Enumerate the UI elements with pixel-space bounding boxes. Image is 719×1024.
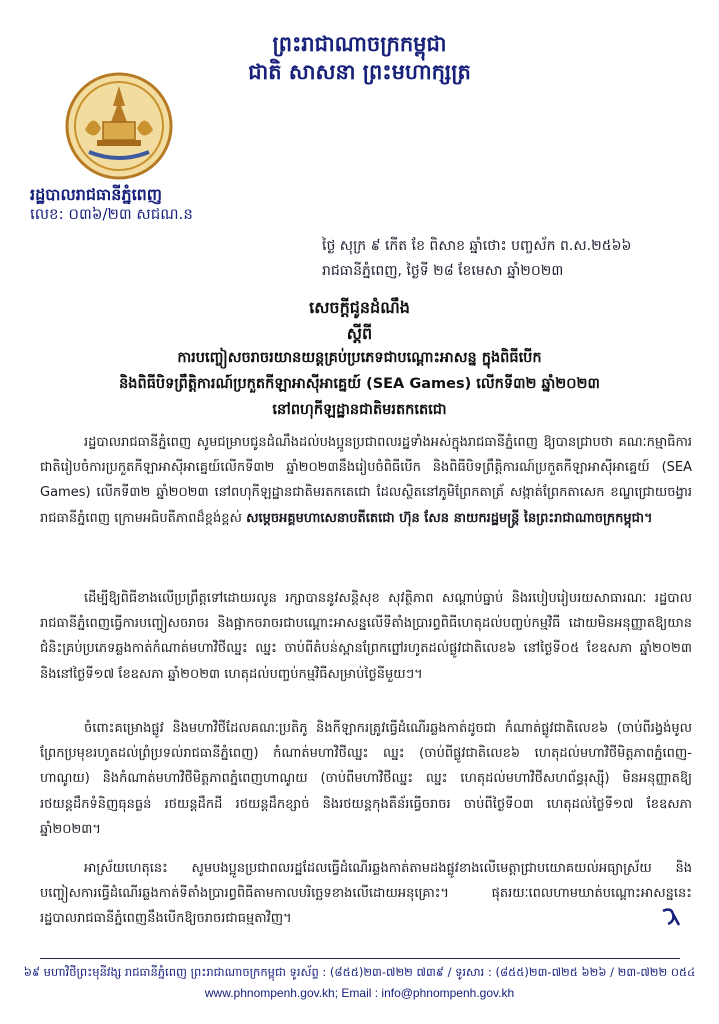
issuing-authority: រដ្ឋបាលរាជធានីភ្នំពេញ	[30, 185, 163, 204]
body-paragraph-1	[40, 430, 692, 531]
lunar-date: ថ្ងៃ សុក្រ ៩ កើត ខែ ពិសាខ ឆ្នាំថោះ បញ្ចស័ក ព.ស.២៥៦៦	[322, 238, 632, 254]
footer-address: ៦៩ មហាវិថីព្រះមុនីវង្ស រាជធានីភ្នំពេញ ព្រះរាជាណាចក្រកម្ពុជា ទូរស័ព្ទ : (៨៥៥)២៣-៧២២ ៧៣៩ / ទូរសារ : (៨៥៥)២៣-៧២៥ ៦២៦ / ២៣-៧២២ ០៥៤	[23, 965, 696, 979]
khmer-end-mark-icon	[660, 906, 682, 928]
paragraph-4-text: អាស្រ័យហេតុនេះ សូមបងប្អូនប្រជាពលរដ្ឋដែលធ្វើដំណើរឆ្លងកាត់តាមដងផ្លូវខាងលើមេត្តាជ្រាបយោគយល់អធ្យាស្រ័យ និងបញ្ចៀសការធ្វើដំណើរឆ្លងកាត់ទីតាំងប្រារព្ធពិធីតាមកាលបរិច្ឆេទខាងលើដោយអនុគ្រោះ។ ផុតរយៈពេលហាមឃាត់បណ្តោះអាសន្ននេះ រដ្ឋបាលរាជធានីភ្នំពេញនឹងបើកឱ្យចរាចរជាធម្មតាវិញ។	[40, 861, 692, 927]
solar-date: រាជធានីភ្នំពេញ, ថ្ងៃទី ២៨ ខែមេសា ឆ្នាំ២០២៣	[322, 263, 564, 279]
chair-name: សម្តេចអគ្គមហាសេនាបតីតេជោ ហ៊ុន សែន នាយករដ្ឋមន្ត្រី នៃព្រះរាជាណាចក្រកម្ពុជា។	[246, 510, 653, 526]
paragraph-1-text: រដ្ឋបាលរាជធានីភ្នំពេញ សូមជម្រាបជូនដំណឹងដល់បងប្អូនប្រជាពលរដ្ឋទាំងអស់ក្នុងរាជធានីភ្នំពេញ ឱ្យបានជ្រាបថា គណៈកម្មាធិការជាតិរៀបចំការប្រកួតកីឡាអាស៊ីអាគ្នេយ៍លើកទី៣២ ឆ្នាំ២០២៣នឹងរៀបចំពិធីបើក និងពិធីបិទព្រឹត្តិការណ៍ប្រកួតកីឡាអាស៊ីអាគ្នេយ៍ (SEA Games) លើកទី៣២ ឆ្នាំ២០២៣ នៅពហុកីឡដ្ឋានជាតិមរតកតេជោ ដែលស្ថិតនៅភូមិព្រែកតាត្រ័ សង្កាត់ព្រែកតាសេក ខណ្ឌជ្រោយចង្វារ រាជធានីភ្នំពេញ ក្រោមអធិបតីភាពដ៏ខ្ពង់ខ្ពស់	[40, 435, 692, 526]
municipal-seal-emblem	[65, 72, 173, 180]
body-paragraph-4	[40, 856, 692, 932]
body-paragraph-3	[40, 716, 692, 842]
notice-subject-line-3: នៅពហុកីឡដ្ឋានជាតិមរតកតេជោ	[272, 402, 447, 418]
kingdom-title: ព្រះរាជាណាចក្រកម្ពុជា	[272, 32, 447, 56]
notice-title: សេចក្តីជូនដំណឹង	[309, 298, 410, 317]
body-paragraph-2	[40, 586, 692, 687]
reference-number: លេខ: ០៣៦/២៣ សជណ.ន	[30, 205, 193, 223]
notice-subject-label: ស្តីពី	[346, 324, 373, 343]
paragraph-2-text: ដើម្បីឱ្យពិធីខាងលើប្រព្រឹត្តទៅដោយរលូន រក្សាបាននូវសន្តិសុខ សុវត្ថិភាព សណ្តាប់ធ្នាប់ និងរបៀបរៀបរយសាធារណៈ រដ្ឋបាលរាជធានីភ្នំពេញធ្វើការបញ្ចៀសចរាចរ និងផ្អាកចរាចរជាបណ្តោះអាសន្នលើទីតាំងប្រារព្ធពិធីហេតុដល់បញ្ចប់កម្មវិធី ដោយមិនអនុញ្ញាតឱ្យយានជំនិះគ្រប់ប្រភេទឆ្លងកាត់កំណាត់មហាវិថីឈ្នះ ឈ្នះ ចាប់ពីតំបន់ស្ពានព្រែកព្នៅរហូតដល់ផ្លូវជាតិលេខ៦ នៅថ្ងៃទី០៥ ខែឧសភា ឆ្នាំ២០២៣ និងនៅថ្ងៃទី១៧ ខែឧសភា ឆ្នាំ២០២៣ ហេតុដល់បញ្ចប់កម្មវិធីសម្រាប់ថ្ងៃនីមួយៗ។	[40, 591, 692, 682]
notice-subject-line-2: និងពិធីបិទព្រឹត្តិការណ៍ប្រកួតកីឡាអាស៊ីអាគ្នេយ៍ (SEA Games) លើកទី៣២ ឆ្នាំ២០២៣	[119, 376, 600, 392]
footer-divider	[40, 958, 680, 959]
notice-subject-line-1: ការបញ្ចៀសចរាចរយានយន្តគ្រប់ប្រភេទជាបណ្តោះអាសន្ន ក្នុងពិធីបើក	[177, 350, 542, 366]
paragraph-3-text: ចំពោះគម្រោងផ្លូវ និងមហាវិថីដែលគណៈប្រតិភូ និងកីឡាករត្រូវធ្វើដំណើរឆ្លងកាត់ដូចជា កំណាត់ផ្លូវជាតិលេខ៦ (ចាប់ពីរង្វង់មូលព្រែកប្រមុខរហូតដល់ព្រំប្រទល់រាជធានីភ្នំពេញ) កំណាត់មហាវិថីឈ្នះ ឈ្នះ (ចាប់ពីផ្លូវជាតិលេខ៦ ហេតុដល់មហាវិថីមិត្តភាពភ្នំពេញ-ហាណូយ) និងកំណាត់មហាវិថីមិត្តភាពភ្នំពេញហាណូយ (ចាប់ពីមហាវិថីឈ្នះ ឈ្នះ ហេតុដល់មហាវិថីសហព័ន្ធរុស្ស៊ី) មិនអនុញ្ញាតឱ្យរថយន្តដឹកទំនិញធុនធ្ងន់ រថយន្តដឹកដី រថយន្តដឹកខ្សាច់ និងរថយន្តកុងតឺន័រធ្វើចរាចរ ចាប់ពីថ្ងៃទី០៣ ហេតុដល់ថ្ងៃទី១៧ ខែឧសភា ឆ្នាំ២០២៣។	[40, 721, 692, 837]
footer-website-email: www.phnompenh.gov.kh; Email : info@phnompenh.gov.kh	[204, 986, 515, 1000]
national-motto: ជាតិ សាសនា ព្រះមហាក្សត្រ	[248, 60, 471, 84]
